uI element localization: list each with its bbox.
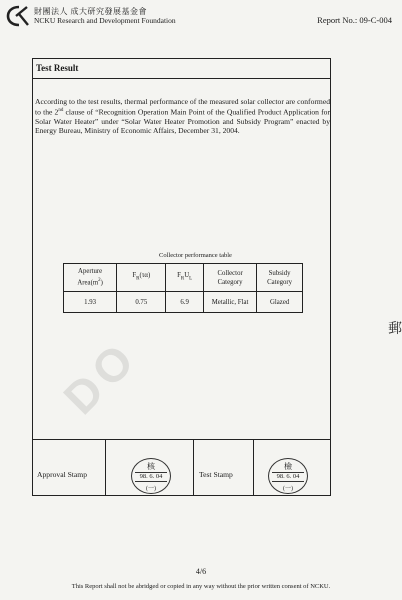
test-seal-char: 檢: [284, 462, 292, 471]
footer-notice: This Report shall not be abridged or copied in any way without the prior written consent of NCKU.: [71, 583, 331, 590]
header-subsidy-label: Subsidy: [268, 269, 291, 277]
table-caption: Collector performance table: [159, 252, 232, 259]
table-row: [64, 292, 303, 313]
result-paragraph: [35, 97, 330, 135]
header-area-sup: 2: [98, 278, 101, 284]
report-number: Report No.: 09-C-004: [317, 15, 392, 25]
cell-collector-category: Metallic, Flat: [203, 292, 256, 313]
header-fr-f: F: [132, 272, 137, 280]
test-seal-sub: (一): [283, 486, 293, 492]
watermark: DO: [53, 329, 148, 425]
header-subsidy-label2: Category: [267, 278, 293, 286]
header-fru-u: U: [184, 272, 190, 280]
table-header-row: [64, 264, 303, 292]
ncku-logo-icon: [5, 4, 31, 28]
header-collector-label2: Category: [217, 278, 243, 286]
header-area-label: Area(m: [77, 279, 99, 287]
page-number: 4/6: [195, 567, 207, 576]
edge-mark: 郵: [388, 322, 402, 337]
para-sup: nd: [58, 108, 64, 113]
test-stamp-label: Test Stamp: [199, 470, 233, 479]
header-collector-label: Collector: [217, 269, 243, 277]
divider: [253, 440, 254, 496]
para-text-start: According to the test results, thermal performance of the measured solar collector are conformed to the 2: [35, 97, 330, 117]
org-name-english: NCKU Research and Development Foundation: [34, 16, 176, 25]
stamp-row: [33, 439, 330, 496]
approval-stamp-label: Approval Stamp: [37, 470, 87, 479]
cell-aperture: 1.93: [64, 292, 117, 313]
divider: [193, 440, 194, 496]
approval-seal-char: 核: [147, 462, 155, 471]
approval-seal: [131, 458, 171, 494]
header-fr-sub: R: [136, 276, 140, 282]
divider: [105, 440, 106, 496]
section-header: [33, 59, 330, 79]
header-fr-tau-alpha: [117, 264, 166, 292]
report-frame: [32, 58, 331, 496]
approval-seal-date: 98. 6. 04: [135, 472, 167, 482]
header-area-end: ): [100, 279, 103, 287]
header-collector-category: [203, 264, 256, 292]
header-fr-rest: (τα): [139, 272, 151, 280]
section-title: Test Result: [36, 63, 79, 73]
header-aperture: [64, 264, 117, 292]
para-text-end: clause of “Recognition Operation Main Point of the Qualified Product Application for Solar Water Heater” under “Solar Water Heater Promotion and Subsidy Program” enacted by Energy Bureau, Ministry of Economic Affairs, December 31, 2004.: [35, 107, 330, 135]
header-aperture-label: Aperture: [78, 268, 103, 276]
header-fr-ul: [166, 264, 204, 292]
test-seal: [268, 458, 308, 494]
cell-fr-ul: 6.9: [166, 292, 204, 313]
cell-fr-tau-alpha: 0.75: [117, 292, 166, 313]
test-seal-date: 98. 6. 04: [272, 472, 304, 482]
org-name-chinese: 財團法人 成大研究發展基金會: [34, 7, 147, 16]
performance-table: [63, 263, 303, 313]
header-subsidy-category: [257, 264, 303, 292]
header-fru-sub1: R: [180, 276, 185, 282]
approval-seal-sub: (一): [146, 486, 156, 492]
cell-subsidy-category: Glazed: [257, 292, 303, 313]
header-fru-f: F: [177, 272, 181, 280]
header-fru-sub2: L: [189, 276, 193, 282]
